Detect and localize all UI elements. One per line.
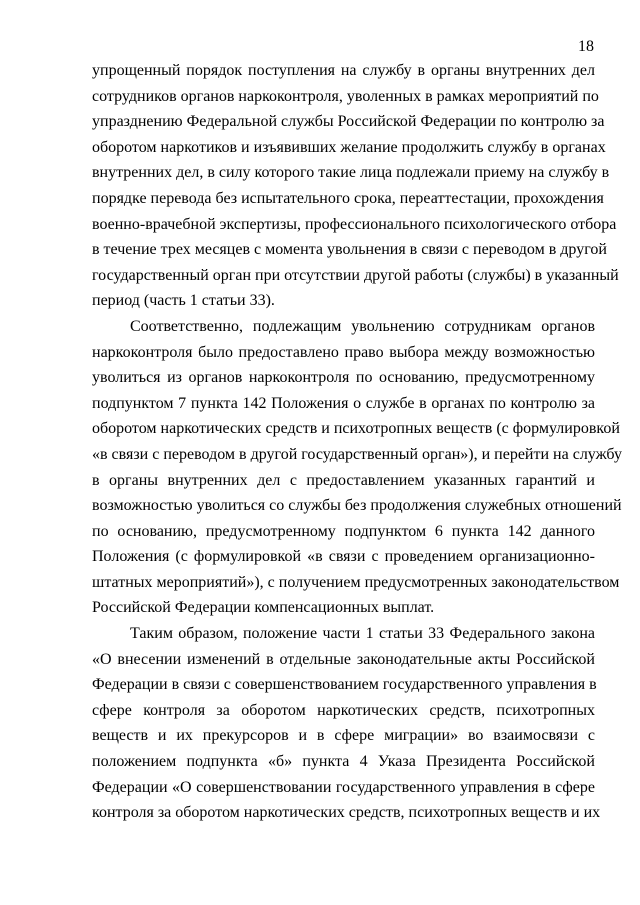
paragraph-line: оборотом наркотических средств и психотропных веществ (с формулировкой [92,420,620,438]
paragraph-line: период (часть 1 статьи 33). [92,292,275,310]
paragraph-line: штатных мероприятий»), с получением предусмотренных законодательством [92,573,620,591]
paragraph-line: внутренних дел, в силу которого такие лица подлежали приему на службу в [92,164,610,182]
paragraph-1 [92,58,619,314]
paragraph-line: возможностью уволиться со службы без продолжения служебных отношений [92,497,622,515]
paragraph-line: сфере контроля за оборотом наркотических средств, психотропных [92,701,595,719]
paragraph-line: уволиться из органов наркоконтроля по основанию, предусмотренному [92,369,595,387]
paragraph-line: наркоконтроля было предоставлено право выбора между возможностью [92,343,595,361]
paragraph-line: положением подпункта «б» пункта 4 Указа Президента Российской [92,753,595,771]
page-number: 18 [578,38,594,55]
paragraph-line: в органы внутренних дел с предоставлением указанных гарантий и [92,471,595,489]
paragraph-line: государственный орган при отсутствии другой работы (службы) в указанный [92,266,619,284]
paragraph-line: «О внесении изменений в отдельные законодательные акты Российской [92,650,595,668]
paragraph-3 [92,621,601,826]
paragraph-line: оборотом наркотиков и изъявивших желание продолжить службу в органах [92,138,606,156]
paragraph-line: по основанию, предусмотренному подпунктом 6 пункта 142 данного [92,522,595,540]
paragraph-line: порядке перевода без испытательного срока, переаттестации, прохождения [92,189,604,207]
paragraph-line: в течение трех месяцев с момента увольнения в связи с переводом в другой [92,241,607,259]
paragraph-line: Российской Федерации компенсационных выплат. [92,599,435,617]
paragraph-line: упразднению Федеральной службы Российской Федерации по контролю за [92,113,605,131]
paragraph-line: военно-врачебной экспертизы, профессионального психологического отбора [92,215,617,233]
paragraph-line: сотрудников органов наркоконтроля, уволенных в рамках мероприятий по [92,87,599,105]
body-text [92,58,622,826]
paragraph-line: Положения (с формулировкой «в связи с проведением организационно- [92,548,595,566]
paragraph-line: Федерации в связи с совершенствованием государственного управления в [92,676,597,694]
paragraph-line: Таким образом, положение части 1 статьи 33 Федерального закона [130,625,595,643]
paragraph-line: «в связи с переводом в другой государственный орган»), и перейти на службу [92,445,622,463]
paragraph-line: контроля за оборотом наркотических средств, психотропных веществ и их [92,804,601,822]
paragraph-line: подпунктом 7 пункта 142 Положения о службе в органах по контролю за [92,394,595,412]
paragraph-2 [92,314,622,621]
paragraph-line: упрощенный порядок поступления на службу в органы внутренних дел [92,62,595,79]
paragraph-line: Соответственно, подлежащим увольнению сотрудникам органов [130,317,595,335]
paragraph-line: веществ и их прекурсоров и в сфере миграции» во взаимосвязи с [92,727,595,745]
paragraph-line: Федерации «О совершенствовании государственного управления в сфере [92,778,595,796]
